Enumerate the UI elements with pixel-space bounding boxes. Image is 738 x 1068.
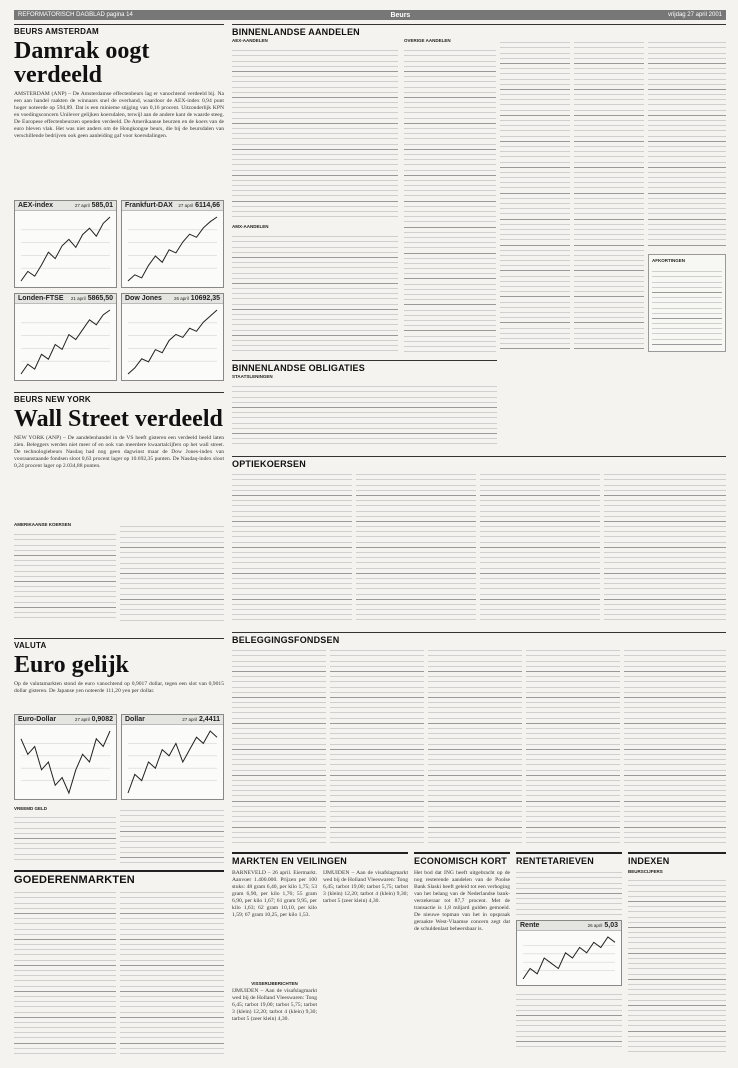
chart-date: 27 april [74,203,90,208]
table-row [604,620,726,624]
chart-value: 0,9082 [91,716,113,723]
vreemd-geld-table [14,813,116,863]
economisch-section: ECONOMISCH KORT [414,852,510,866]
chart-title: AEX-index [18,202,54,209]
chart-value: 2,4411 [198,716,220,723]
series-line [21,310,110,374]
markten-article: BARNEVELD – 26 april. Eiermarkt. Aanvoer 1.400.000. Prijzen per 100 stuks: 48 gram 6,40, per kilo 1,75; 53 gram 6,90, per kilo 1,76; 55 gram 6,90, per kilo 1,67; 61 gram 9,95, per kilo 1,63; 62 gram 10,10, per kilo 1,59; 67 gram 10,25, per kilo 1,53. [232,870,317,918]
amx-fondsen-title: AMX-AANDELEN [232,224,269,229]
chart-value: 5,03 [604,922,618,929]
goederen-block [14,870,224,886]
markten-section: MARKTEN EN VEILINGEN [232,852,408,866]
optie-table-2 [356,470,476,624]
table-row [330,843,424,844]
dax-index-chart [121,200,224,288]
aex-table [232,46,398,218]
chart-date: 27 april [74,717,90,722]
table-row [232,351,398,352]
table-row [428,843,522,844]
dowjones-line-plot [122,304,223,380]
header-section: Beurs [390,11,411,19]
koersen-table-right [120,522,224,622]
koersen-table-left [14,530,116,622]
table-row [526,843,620,844]
table-row [480,620,600,624]
fondsen-table-2 [330,646,424,844]
optie-table-4 [604,470,726,624]
table-row [120,621,224,622]
fondsen-table-4 [526,646,620,844]
optie-table-1 [232,470,352,624]
markten-article-cont: IJMUIDEN – Aan de visafslagmarkt wed bij de Holland Vleeswaren: Tong 6,45; tarbot 19,00; tarbot 5,75; tarbot 3 (klein) 12,20; tarbot 4 (klein) 9,30; tarbot 5 (zeer klein) 4,30. [323,870,408,904]
euro-dollar-line-plot [15,725,116,799]
fondsen-table-3 [428,646,522,844]
table-row [232,620,352,624]
table-row [232,843,326,844]
dax-line-plot [122,211,223,287]
aex-fondsen-title: AEX-AANDELEN [232,38,268,43]
optie-header [232,456,726,469]
staats-table [232,382,497,448]
amsterdam-section: BEURS AMSTERDAM [14,24,224,36]
chart-title: Londen-FTSE [18,295,64,302]
staats-title: STAATSLENINGEN [232,374,273,379]
chart-date: 27 april [182,717,197,722]
rente-table [516,868,622,916]
chart-value: 585,01 [91,202,113,209]
newyork-block [14,392,224,523]
header-date: vrijdag 27 april 2001 [667,12,722,18]
chart-date: 26 april [174,296,189,301]
table-row [14,860,116,863]
fondsen-table-1 [232,646,326,844]
obligaties-header [232,360,497,373]
euro-dollar-chart [14,714,117,800]
series-line [128,731,217,793]
table-row [232,444,497,448]
aex-index-chart [14,200,117,288]
goederen-table-left [14,888,116,1054]
chart-title: Rente [520,922,540,929]
table-row [652,345,722,347]
rente-block [516,852,622,866]
newyork-headline: Wall Street verdeeld [14,406,223,432]
chart-title: Frankfurt-DAX [125,202,173,209]
afkortingen-list [652,267,722,347]
table-row [14,618,116,622]
table-row [356,620,476,624]
page-header [14,10,726,20]
wisselkoersen-table [120,806,224,863]
afkortingen-box [648,254,726,352]
valuta-section: VALUTA [14,638,224,650]
chart-title: Dow Jones [125,295,162,302]
table-row [648,246,726,249]
amsterdam-article: AMSTERDAM (ANP) – De Amsterdamse effectenbeurs lag er vanochtend verdeeld bij. Na een aan handel raakten de winnaars snel de overhand, waardoor de AEX-index 0,94 punt hoger noteerde op 594,89. Dat is een minieme stijging van 0,16 procent. Uitzonderlijk KPN en voedingsconcern Unilever gelijken koersdalen, terwijl aan de andere kant de waarde steeg. De Europese effectenbeurzen openden verdeeld. De Amerikaanse beurzen en de koers van de euro bleven vlak. Het was niet anders om de Hongkongse beurs, die bij de beursdalen van verschillende bedrijven ook geen aanleiding gaf voor koersdalingen. [14,91,224,139]
overige-table-1 [404,46,496,352]
series-line [128,217,217,281]
aex-line-plot [15,211,116,287]
table-row [516,1047,622,1050]
series-line [21,731,110,793]
visserij-title: VISSERIJBERICHTEN [251,981,298,986]
header-left: REFORMATORISCH DAGBLAD pagina 14 [18,12,133,18]
optie-table-3 [480,470,600,624]
table-row [232,217,398,218]
ftse-line-plot [15,304,116,380]
economisch-article: Het bod dat ING heeft uitgebracht op de nog resterende aandelen van de Poolse Bank Slaski heeft geleid tot een verhoging van het belang van de Nederlandse bank-verzekeraar tot 87,7 procent. Met de transactie is 1,8 miljard gulden gemoeid. De nieuwe topman van het in opspraak geraakte West-Vlaamse concern zegt dat de schuldenlast beheersbaar is. [414,870,510,932]
rente-table-2 [516,990,622,1050]
goederen-section: GOEDERENMARKTEN [14,870,224,886]
table-row [500,349,570,352]
ftse-index-chart [14,293,117,381]
vreemd-geld-title: VREEMD GELD [14,806,48,811]
optie-section: OPTIEKOERSEN [232,456,726,469]
chart-value: 5865,50 [87,295,113,302]
markten-block [232,852,408,1060]
overige-title: OVERIGE AANDELEN [404,38,451,43]
newspaper-page [14,10,726,1058]
left-column [14,24,224,211]
valuta-article: Op de valutamarkten stond de euro vanochtend op 0,9017 dollar, tegen een slot van 0,9015 dollar gisteren. De Japanse yen noteerde 111,20 yen per dollar. [14,681,224,694]
valuta-block [14,638,224,711]
chart-value: 6114,66 [195,202,220,209]
valuta-headline: Euro gelijk [14,652,129,678]
fondsen-section: BELEGGINGSFONDSEN [232,632,726,645]
series-line [523,937,615,979]
rente-chart [516,920,622,986]
newyork-article: NEW YORK (ANP) – De aandelenhandel in de VS heeft gisteren een verdeeld beeld laten zien. Beleggers werden niet meer of en ook van meerdere kwaartalcijfers op het wall street. De technologiebeurs Nasdaq had nog geen dagwinst maar de Dow Jones-index van vooraanstaande fondsen sloot 0,63 procent lager op 10.692,35 punten. De Nasdaq-index sloot 0,24 procent lager op 2.034,88 punten. [14,435,224,469]
series-line [128,310,217,374]
rente-section: RENTETARIEVEN [516,852,622,866]
obligaties-section: BINNENLANDSE OBLIGATIES [232,360,497,373]
chart-date: 27 april [178,203,194,208]
amsterdam-headline: Damrak oogt verdeeld [14,38,150,88]
koersen-title: AMERIKAANSE KOERSEN [14,522,72,527]
chart-value: 10692,35 [190,295,220,302]
fondsen-table-5 [624,646,726,844]
indexen-section: INDEXEN [628,852,726,866]
visserij-article: IJMUIDEN – Aan de visafslagmarkt wed bij de Holland Vleeswaren: Tong 6,45; tarbot 19,00; tarbot 5,75; tarbot 3 (klein) 12,20; tarbot 4 (klein) 9,30; tarbot 5 (zeer klein) 4,30. [232,988,317,1022]
newyork-section: BEURS NEW YORK [14,392,224,404]
chart-date: 21 april [70,296,86,301]
indexen-table [628,876,726,1052]
overige-table-3 [574,38,644,352]
dowjones-index-chart [121,293,224,381]
rente-line-plot [517,931,621,985]
dollar-chart [121,714,224,800]
table-row [574,349,644,352]
chart-date: 26 april [587,923,603,928]
aandelen-section: BINNENLANDSE AANDELEN [232,24,726,37]
table-row [624,843,726,844]
chart-title: Dollar [125,716,145,723]
chart-title: Euro-Dollar [18,716,57,723]
indexen-sub: BEURSCIJFERS [628,869,663,874]
economisch-block [414,852,510,1060]
overige-table-2 [500,38,570,352]
overige-table-4 [648,38,726,248]
dollar-line-plot [122,725,223,799]
amx-table [232,232,398,352]
aandelen-header [232,24,726,37]
table-row [516,915,622,916]
indexen-block [628,852,726,874]
goederen-table-right [120,888,224,1054]
table-row [628,1047,726,1052]
afkortingen-title: AFKORTINGEN [652,258,685,263]
series-line [21,217,110,281]
fondsen-header [232,632,726,645]
